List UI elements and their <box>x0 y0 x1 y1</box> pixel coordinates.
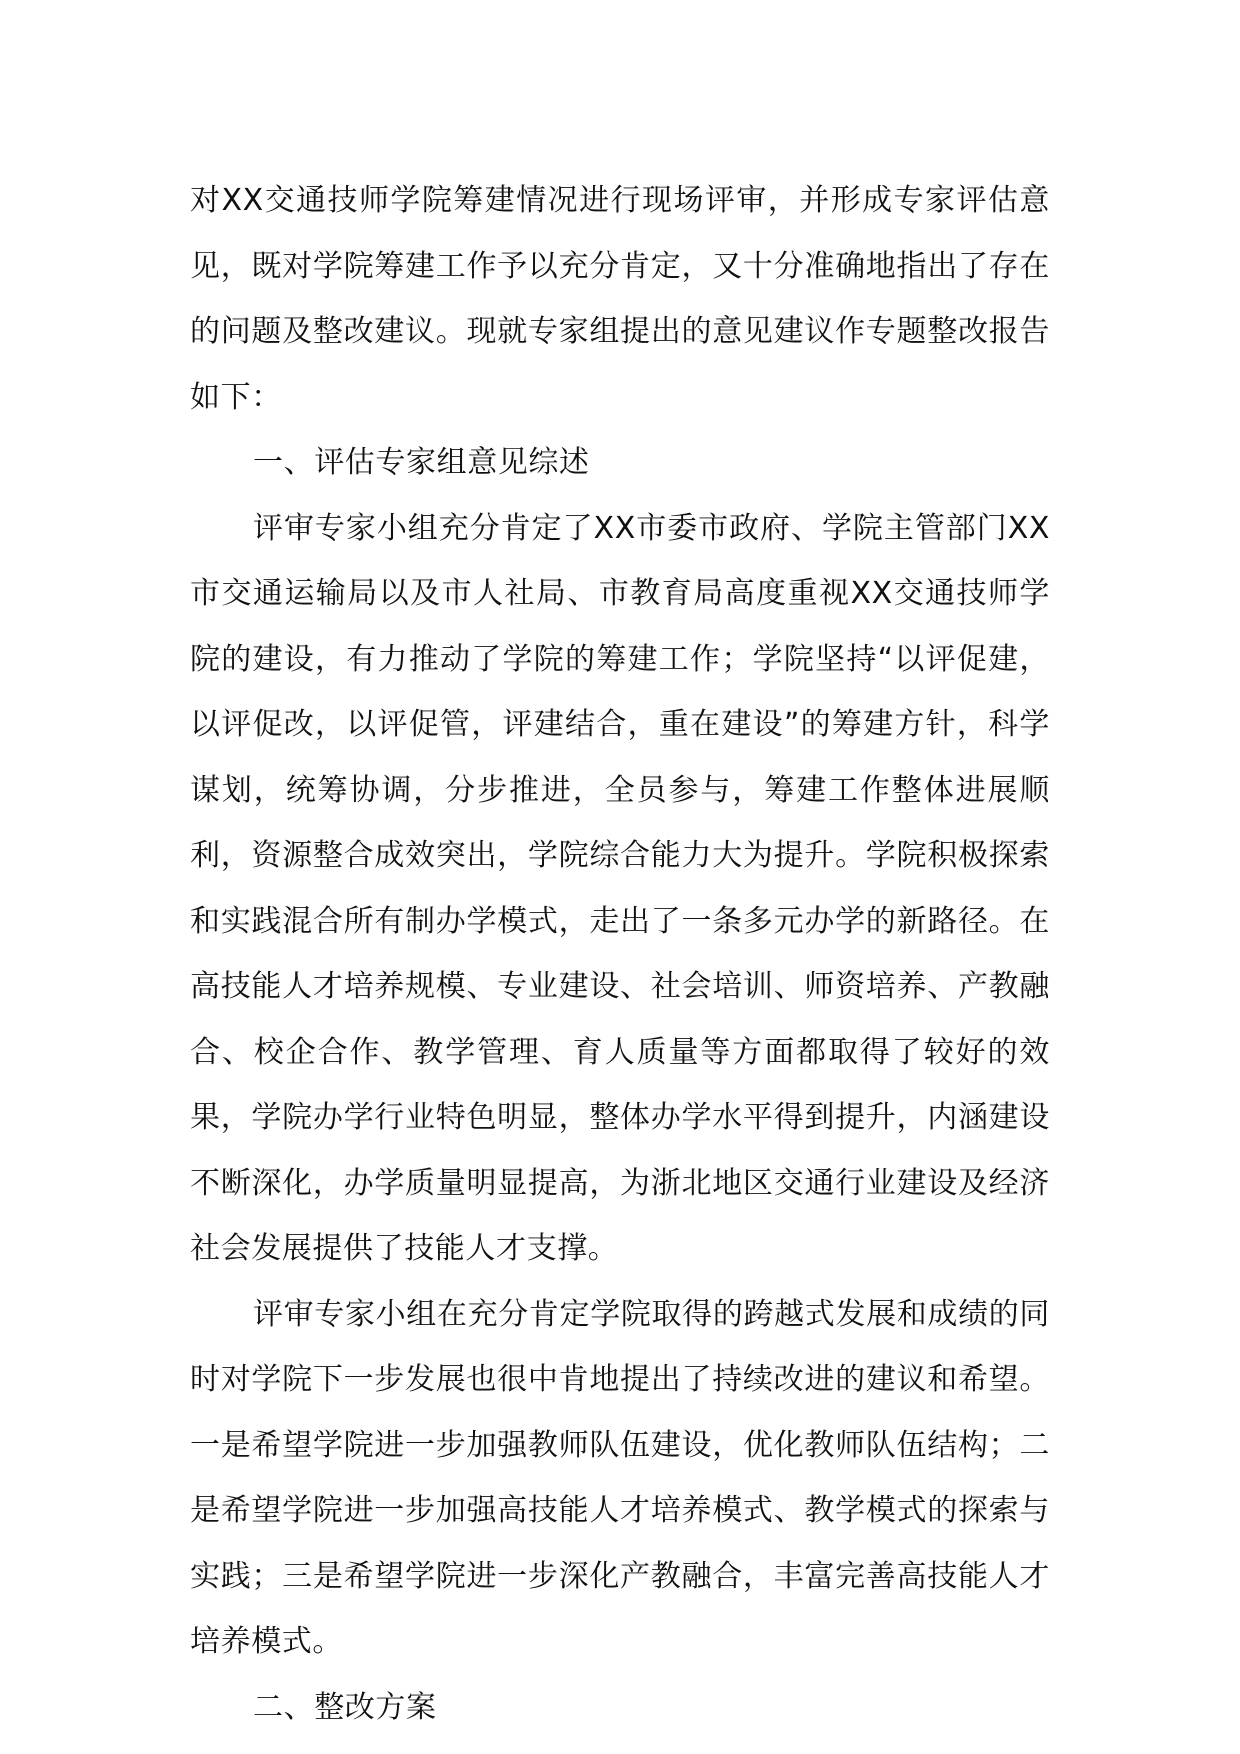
paragraph-intro: 对XX交通技师学院筹建情况进行现场评审，并形成专家评估意见，既对学院筹建工作予以充分肯定，又十分准确地指出了存在的问题及整改建议。现就专家组提出的意见建议作专题整改报告如下： <box>190 183 1050 415</box>
paragraph-expert-affirmation: 评审专家小组充分肯定了XX市委市政府、学院主管部门XX市交通运输局以及市人社局、市教育局高度重视XX交通技师学院的建设，有力推动了学院的筹建工作；学院坚持“以评促建，以评促改，以评促管，评建结合，重在建设”的筹建方针，科学谋划，统筹协调，分步推进，全员参与，筹建工作整体进展顺利，资源整合成效突出，学院综合能力大为提升。学院积极探索和实践混合所有制办学模式，走出了一条多元办学的新路径。在高技能人才培养规模、专业建设、社会培训、师资培养、产教融合、校企合作、教学管理、育人质量等方面都取得了较好的效果，学院办学行业特色明显，整体办学水平得到提升，内涵建设不断深化，办学质量明显提高，为浙北地区交通行业建设及经济社会发展提供了技能人才支撑。 <box>190 510 1050 1266</box>
section-heading-1: 一、评估专家组意见综述 <box>253 445 590 480</box>
section-heading-2: 二、整改方案 <box>253 1689 437 1725</box>
document-body <box>190 168 1050 1740</box>
paragraph-expert-suggestions: 评审专家小组在充分肯定学院取得的跨越式发展和成绩的同时对学院下一步发展也很中肯地提出了持续改进的建议和希望。一是希望学院进一步加强教师队伍建设，优化教师队伍结构；二是希望学院进一步加强高技能人才培养模式、教学模式的探索与实践；三是希望学院进一步深化产教融合，丰富完善高技能人才培养模式。 <box>190 1296 1050 1659</box>
